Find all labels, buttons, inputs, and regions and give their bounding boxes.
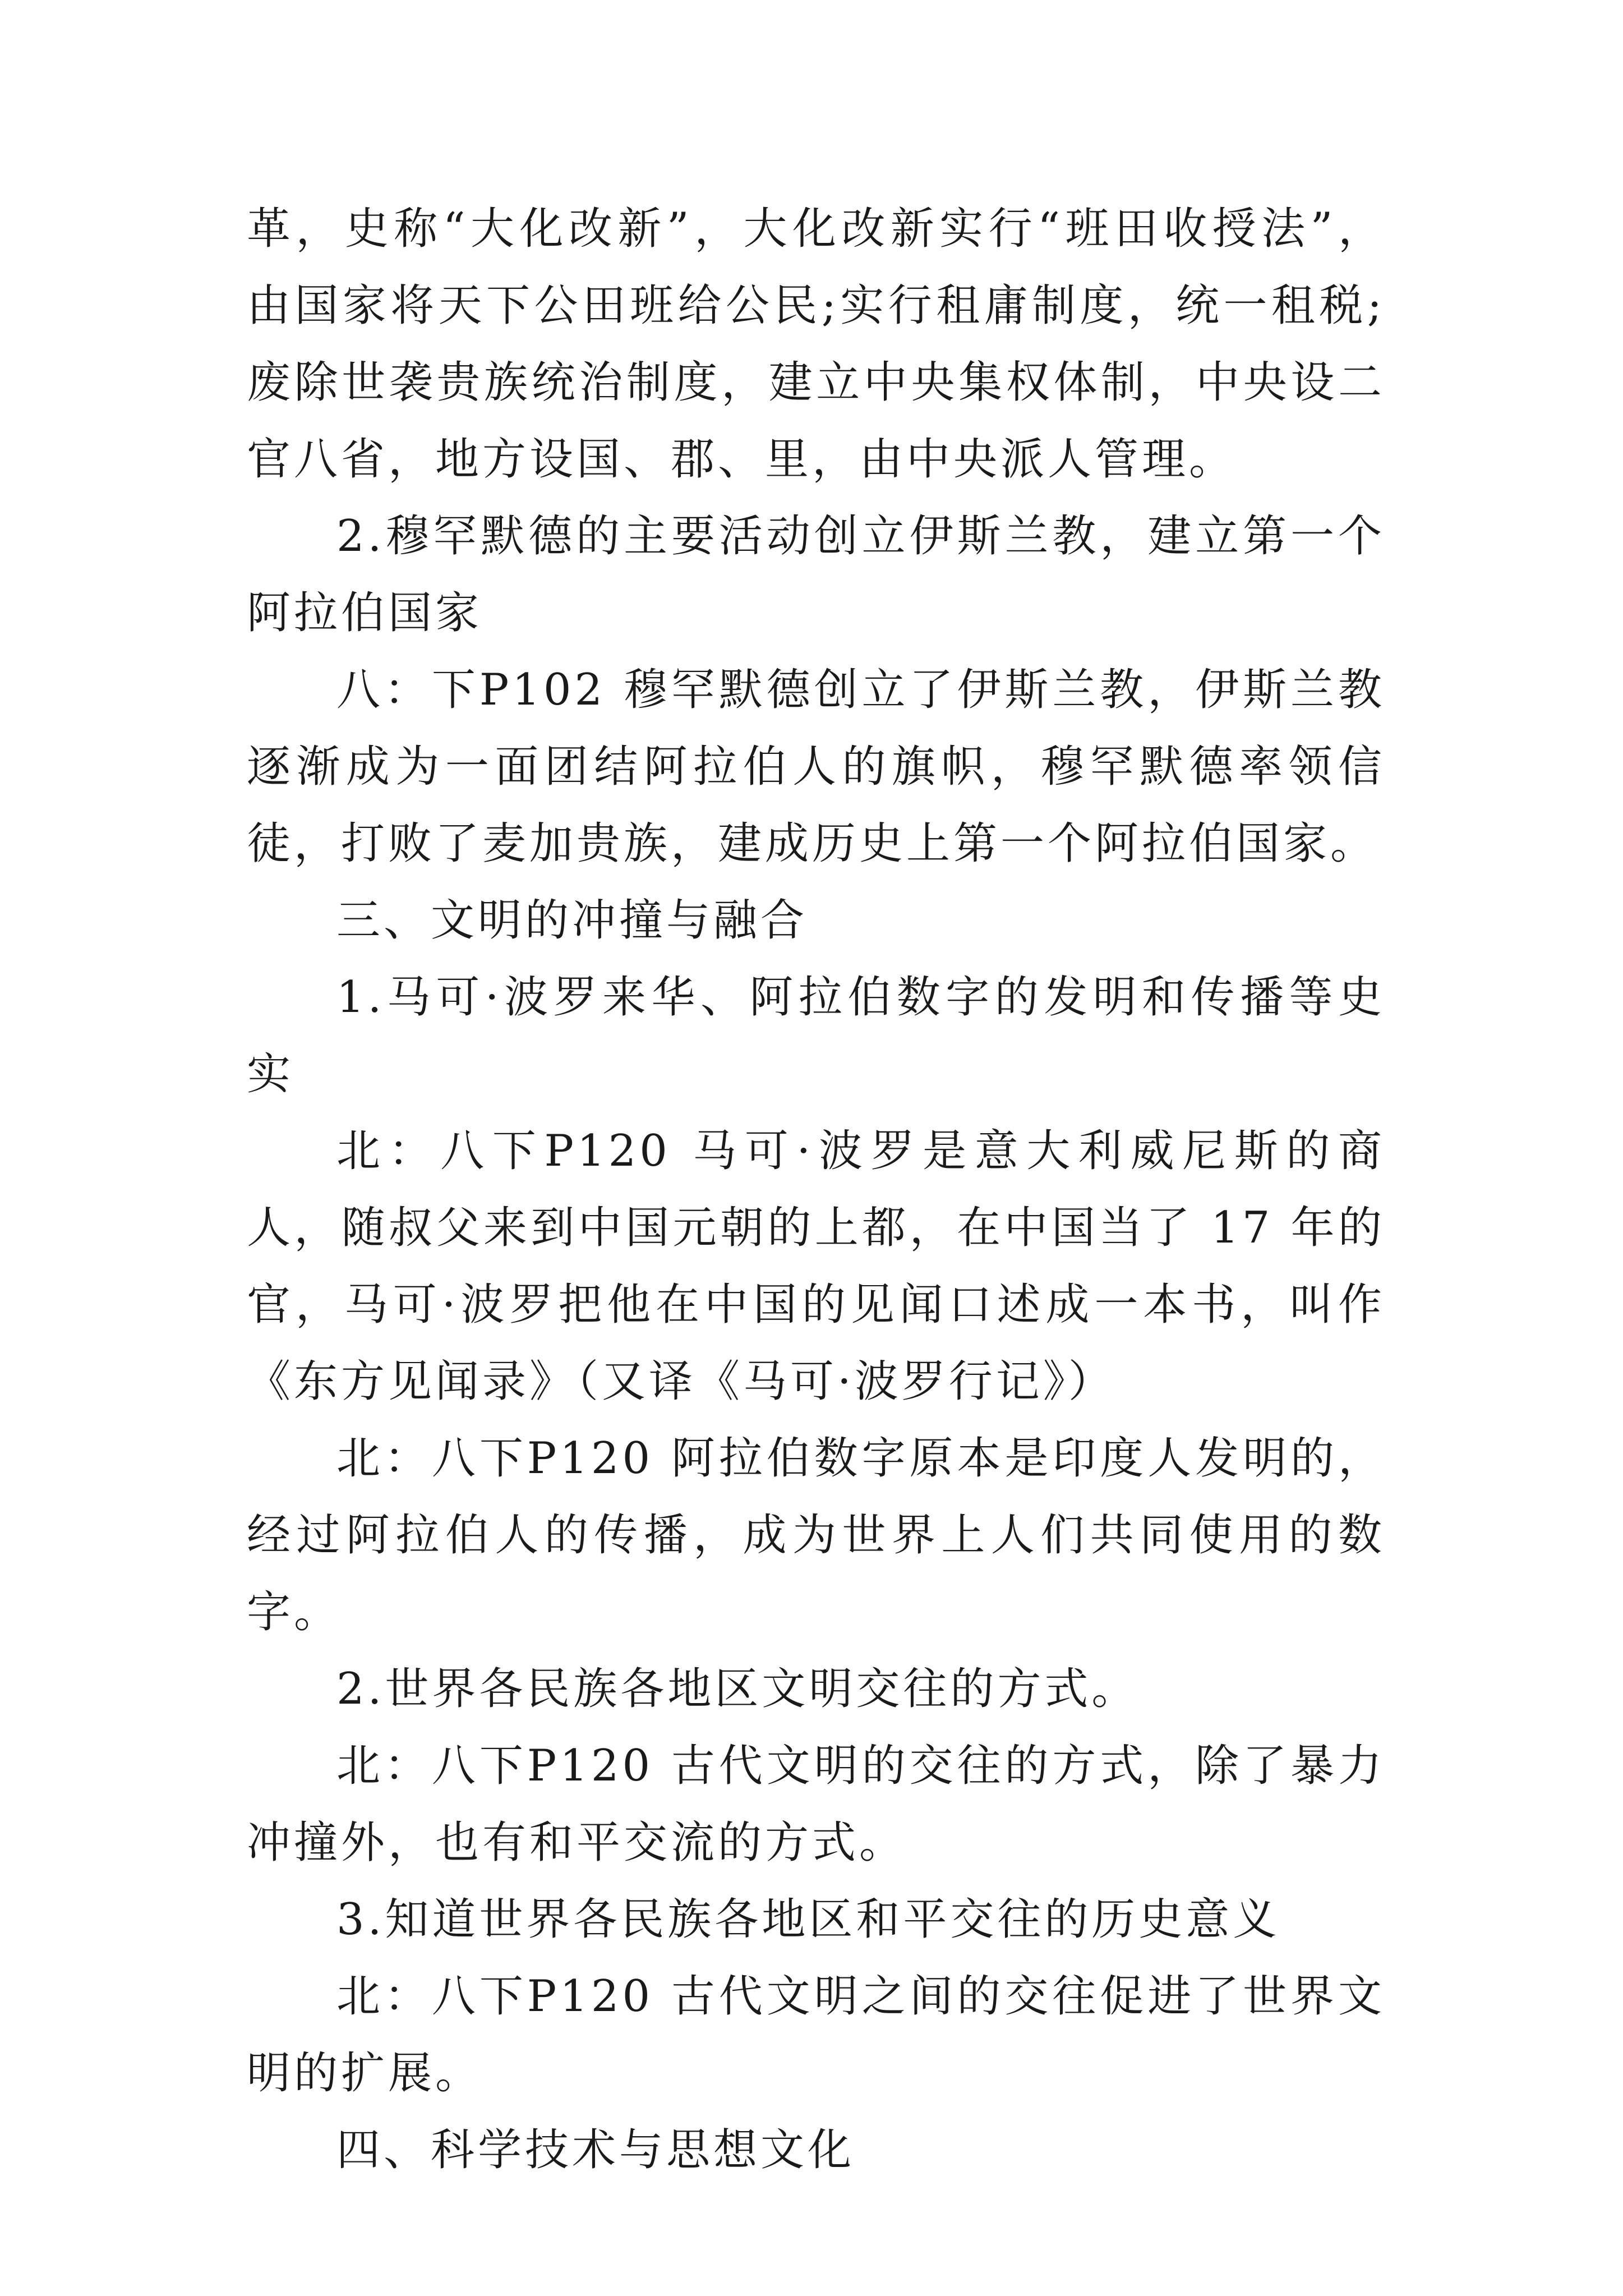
heading-peaceful-exchange-significance: 3.知道世界各民族各地区和平交往的历史意义 bbox=[336, 1894, 1280, 1945]
paragraph-arabic-numerals: 北：八下P120 阿拉伯数字原本是印度人发明的，经过阿拉伯人的传播，成为世界上人们共同使用的数字。 bbox=[247, 1433, 1385, 1637]
paragraph-marco-polo: 北：八下P120 马可·波罗是意大利威尼斯的商人，随叔父来到中国元朝的上都，在中国当了 17 年的官，马可·波罗把他在中国的见闻口述成一本书，叫作《东方见闻录》（又译《马可·波罗行记》） bbox=[247, 1126, 1385, 1407]
section-heading-civilization-clash: 三、文明的冲撞与融合 bbox=[336, 895, 808, 946]
document-body bbox=[247, 191, 1385, 2189]
section-heading-science-thought: 四、科学技术与思想文化 bbox=[336, 2125, 855, 2175]
paragraph-dahua-reform: 革，史称“大化改新”，大化改新实行“班田收授法”，由国家将天下公田班给公民;实行租庸制度，统一租税;废除世袭贵族统治制度，建立中央集权体制，中央设二官八省，地方设国、郡、里，由中央派人管理。 bbox=[247, 204, 1385, 485]
paragraph-muhammad-islam: 八：下P102 穆罕默德创立了伊斯兰教，伊斯兰教逐渐成为一面团结阿拉伯人的旗帜，穆罕默德率领信徒，打败了麦加贵族，建成历史上第一个阿拉伯国家。 bbox=[247, 665, 1385, 869]
heading-muhammad-activities: 2.穆罕默德的主要活动创立伊斯兰教，建立第一个阿拉伯国家 bbox=[247, 511, 1385, 638]
paragraph-exchange-methods: 北：八下P120 古代文明的交往的方式，除了暴力冲撞外，也有和平交流的方式。 bbox=[247, 1741, 1385, 1868]
heading-marco-polo-arabic-numerals: 1.马可·波罗来华、阿拉伯数字的发明和传播等史实 bbox=[247, 972, 1385, 1099]
heading-exchange-methods: 2.世界各民族各地区文明交往的方式。 bbox=[336, 1664, 1139, 1714]
paragraph-exchange-significance: 北：八下P120 古代文明之间的交往促进了世界文明的扩展。 bbox=[247, 1971, 1385, 2099]
